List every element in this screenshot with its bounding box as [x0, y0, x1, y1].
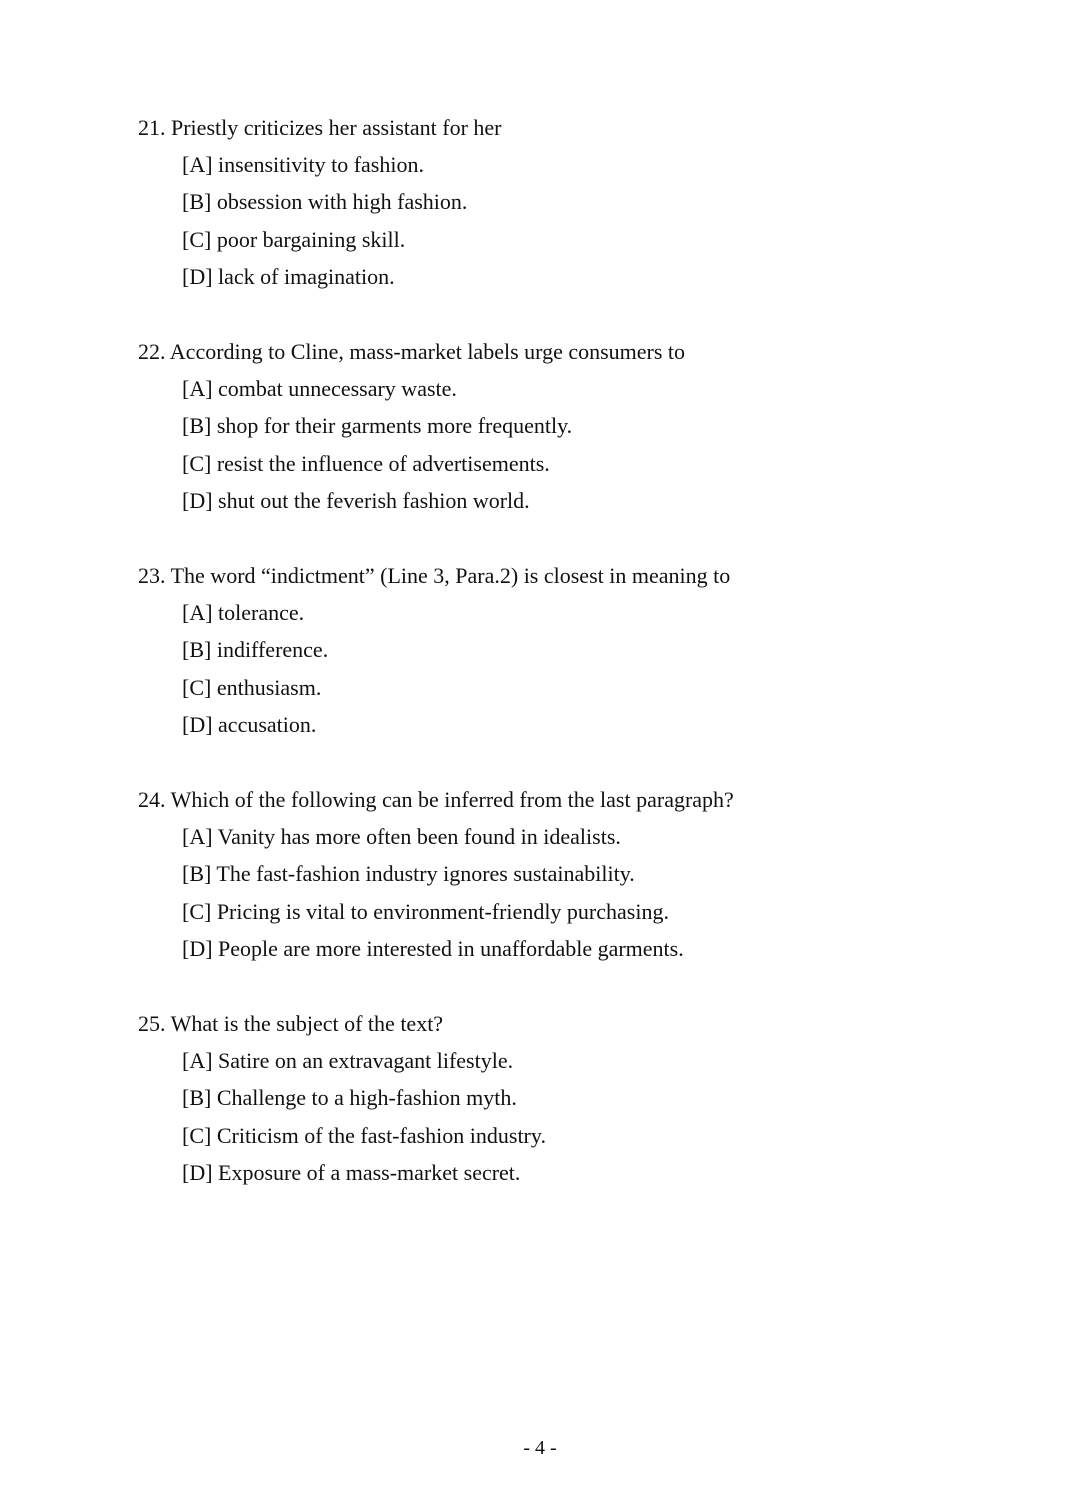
question-23	[138, 557, 998, 744]
option-c: [C] Criticism of the fast-fashion industry.	[182, 1122, 546, 1148]
question-stem: 22. According to Cline, mass-market labels urge consumers to	[138, 339, 686, 364]
option-a: [A] Vanity has more often been found in idealists.	[182, 824, 621, 849]
question-24	[138, 781, 998, 968]
option-d: [D] lack of imagination.	[182, 264, 395, 290]
question-stem: 25. What is the subject of the text?	[138, 1011, 444, 1036]
option-c: [C] resist the influence of advertisements.	[182, 450, 550, 476]
option-a: [A] insensitivity to fashion.	[182, 152, 424, 177]
question-25	[138, 1005, 998, 1192]
option-b: [B] The fast-fashion industry ignores sustainability.	[182, 861, 635, 887]
question-22	[138, 333, 998, 520]
option-c: [C] poor bargaining skill.	[182, 226, 406, 252]
question-stem: 23. The word “indictment” (Line 3, Para.2) is closest in meaning to	[138, 563, 731, 588]
question-stem: 24. Which of the following can be inferred from the last paragraph?	[138, 787, 734, 812]
option-b: [B] indifference.	[182, 637, 329, 663]
option-b: [B] obsession with high fashion.	[182, 189, 468, 215]
option-a: [A] tolerance.	[182, 600, 305, 625]
option-c: [C] Pricing is vital to environment-friendly purchasing.	[182, 898, 669, 924]
option-b: [B] Challenge to a high-fashion myth.	[182, 1085, 517, 1111]
option-c: [C] enthusiasm.	[182, 674, 322, 700]
option-b: [B] shop for their garments more frequently.	[182, 413, 573, 439]
option-a: [A] Satire on an extravagant lifestyle.	[182, 1048, 514, 1073]
question-stem: 21. Priestly criticizes her assistant for her	[138, 115, 502, 140]
option-d: [D] People are more interested in unaffordable garments.	[182, 936, 684, 962]
option-d: [D] Exposure of a mass-market secret.	[182, 1160, 521, 1186]
option-d: [D] shut out the feverish fashion world.	[182, 488, 530, 514]
question-21	[138, 109, 998, 296]
page-number: - 4 -	[523, 1437, 557, 1459]
option-a: [A] combat unnecessary waste.	[182, 376, 457, 401]
option-d: [D] accusation.	[182, 712, 317, 738]
